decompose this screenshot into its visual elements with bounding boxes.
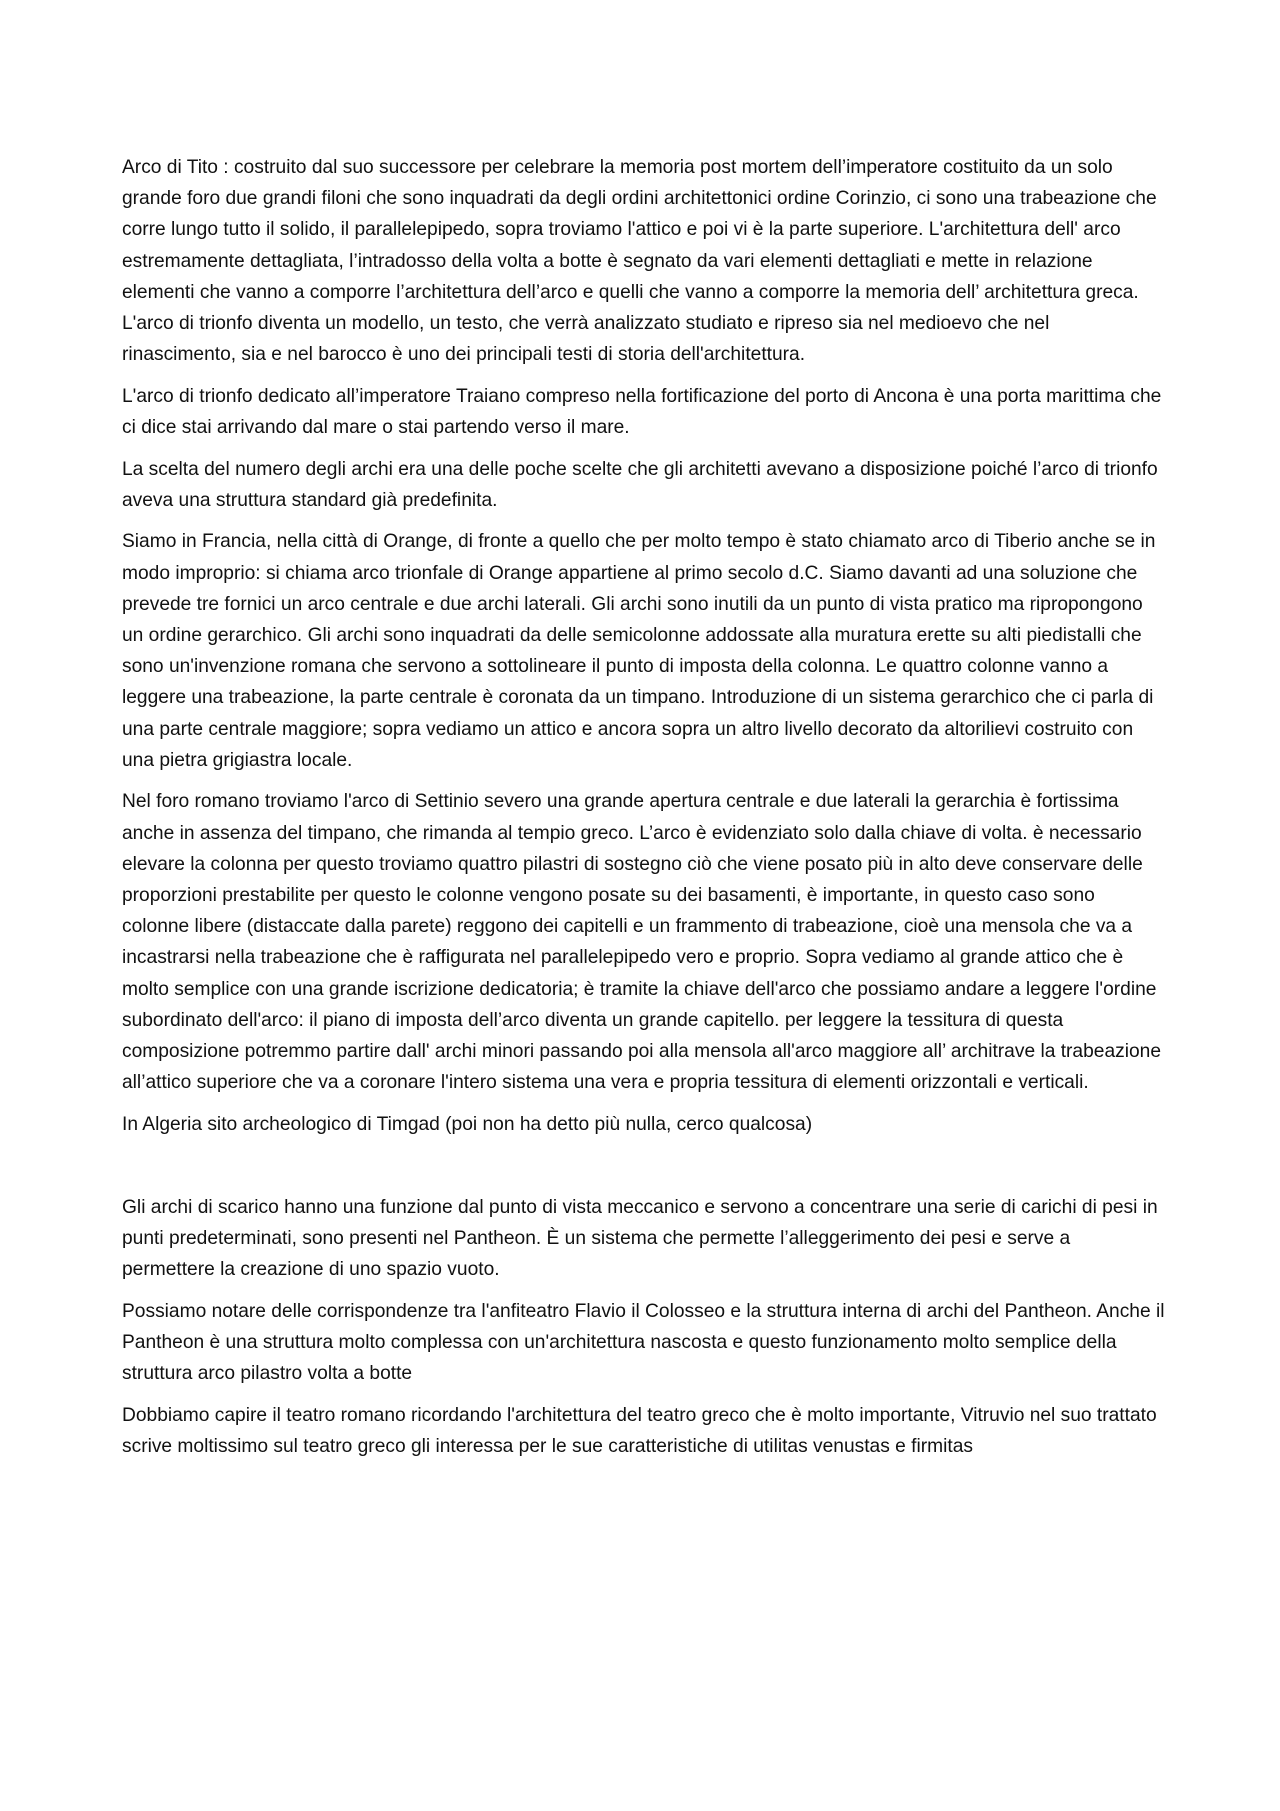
paragraph-arco-orange: Siamo in Francia, nella città di Orange, di fronte a quello che per molto tempo è stato chiamato arco di Tiberio anche se in modo improprio: si chiama arco trionfale di Orange appartiene al primo secolo d.C. Siamo davanti ad una soluzione che prevede tre fornici un arco centrale e due archi laterali. Gli archi sono inutili da un punto di vista pratico ma ripropongono un ordine gerarchico. Gli archi sono inquadrati da delle semicolonne addossate alla muratura erette su alti piedistalli che sono un'invenzione romana che servono a sottolineare il punto di imposta della colonna. Le quattro colonne vanno a leggere una trabeazione, la parte centrale è coronata da un timpano. Introduzione di un sistema gerarchico che ci parla di una parte centrale maggiore; sopra vediamo un attico e ancora sopra un altro livello decorato da altorilievi costruito con una pietra grigiastra locale.: [122, 531, 1156, 771]
paragraph-scelta-archi: La scelta del numero degli archi era una delle poche scelte che gli architetti avevano a disposizione poiché l’arco di trionfo aveva una struttura standard già predefinita.: [122, 458, 1158, 511]
paragraph-timgad: In Algeria sito archeologico di Timgad (poi non ha detto più nulla, cerco qualcosa): [122, 1113, 813, 1135]
paragraph-archi-di-scarico: Gli archi di scarico hanno una funzione dal punto di vista meccanico e servono a concentrare una serie di carichi di pesi in punti predeterminati, sono presenti nel Pantheon. È un sistema che permette l’alleggerimento dei pesi e serve a permettere la creazione di uno spazio vuoto.: [122, 1197, 1158, 1281]
paragraph-colosseo-pantheon: Possiamo notare delle corrispondenze tra l'anfiteatro Flavio il Colosseo e la struttura interna di archi del Pantheon. Anche il Pantheon è una struttura molto complessa con un'architettura nascosta e questo funzionamento molto semplice della struttura arco pilastro volta a botte: [122, 1301, 1165, 1385]
paragraph-arco-di-tito: Arco di Tito : costruito dal suo successore per celebrare la memoria post mortem dell’imperatore costituito da un solo grande foro due grandi filoni che sono inquadrati da degli ordini architettonici ordine Corinzio, ci sono una trabeazione che corre lungo tutto il solido, il parallelepipedo, sopra troviamo l'attico e poi vi è la parte superiore. L'architettura dell' arco estremamente dettagliata, l’intradosso della volta a botte è segnato da vari elementi dettagliati e mette in relazione elementi che vanno a comporre l’architettura dell’arco e quelli che vanno a comporre la memoria dell’ architettura greca. L'arco di trionfo diventa un modello, un testo, che verrà analizzato studiato e ripreso sia nel medioevo che nel rinascimento, sia e nel barocco è uno dei principali testi di storia dell'architettura.: [122, 157, 1157, 366]
paragraph-arco-settimio-severo: Nel foro romano troviamo l'arco di Settinio severo una grande apertura centrale e due laterali la gerarchia è fortissima anche in assenza del timpano, che rimanda al tempio greco. L’arco è evidenziato solo dalla chiave di volta. è necessario elevare la colonna per questo troviamo quattro pilastri di sostegno ciò che viene posato più in alto deve conservare delle proporzioni prestabilite per questo le colonne vengono posate su dei basamenti, è importante, in questo caso sono colonne libere (distaccate dalla parete) reggono dei capitelli e un frammento di trabeazione, cioè una mensola che va a incastrarsi nella trabeazione che è raffigurata nel parallelepipedo vero e proprio. Sopra vediamo al grande attico che è molto semplice con una grande iscrizione dedicatoria; è tramite la chiave dell'arco che possiamo andare a leggere l'ordine subordinato dell'arco: il piano di imposta dell’arco diventa un grande capitello. per leggere la tessitura di questa composizione potremmo partire dall' archi minori passando poi alla mensola all'arco maggiore all’ architrave la trabeazione all’attico superiore che va a coronare l'intero sistema una vera e propria tessitura di elementi orizzontali e verticali.: [122, 791, 1161, 1094]
paragraph-arco-traiano: L'arco di trionfo dedicato all’imperatore Traiano compreso nella fortificazione del porto di Ancona è una porta marittima che ci dice stai arrivando dal mare o stai partendo verso il mare.: [122, 385, 1162, 439]
paragraph-teatro-romano: Dobbiamo capire il teatro romano ricordando l'architettura del teatro greco che è molto importante, Vitruvio nel suo trattato scrive moltissimo sul teatro greco gli interessa per le sue caratteristiche di utilitas venustas e firmitas: [122, 1405, 1157, 1458]
document-body: [122, 152, 1167, 1473]
